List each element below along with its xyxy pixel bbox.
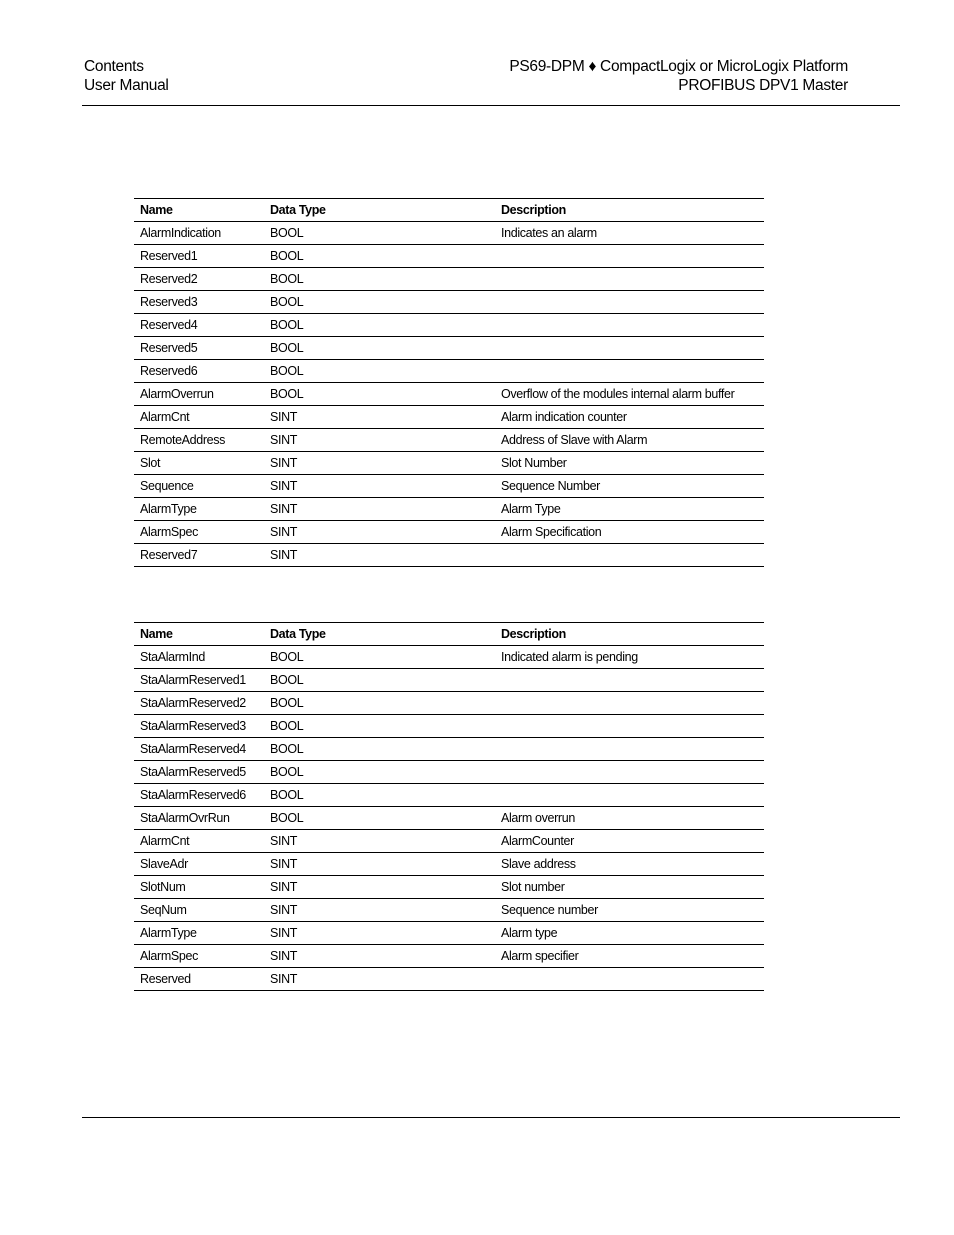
column-header-data-type: Data Type [264,199,495,222]
cell-data-type: BOOL [264,807,495,830]
cell-name: Reserved2 [134,268,264,291]
cell-description: AlarmCounter [495,830,764,853]
cell-name: AlarmSpec [134,521,264,544]
cell-name: SeqNum [134,899,264,922]
cell-data-type: SINT [264,498,495,521]
cell-description [495,268,764,291]
header-left [84,57,169,95]
cell-description: Sequence Number [495,475,764,498]
cell-description: Alarm overrun [495,807,764,830]
column-header-description: Description [495,623,764,646]
cell-description: Alarm indication counter [495,406,764,429]
table-row [134,876,764,899]
cell-name: StaAlarmReserved5 [134,761,264,784]
table-row [134,692,764,715]
table-row [134,830,764,853]
table-row [134,475,764,498]
table-row [134,268,764,291]
cell-name: Reserved4 [134,314,264,337]
cell-name: Reserved [134,968,264,991]
cell-description: Overflow of the modules internal alarm buffer [495,383,764,406]
table-row [134,498,764,521]
cell-name: AlarmCnt [134,830,264,853]
cell-name: Sequence [134,475,264,498]
cell-data-type: BOOL [264,245,495,268]
cell-name: StaAlarmReserved1 [134,669,264,692]
table-row [134,715,764,738]
cell-name: Reserved7 [134,544,264,567]
table-row [134,429,764,452]
table-row [134,383,764,406]
header-document-type: User Manual [84,77,169,94]
table-row [134,337,764,360]
cell-description: Slot Number [495,452,764,475]
cell-description [495,245,764,268]
cell-name: AlarmType [134,922,264,945]
cell-data-type: SINT [264,521,495,544]
cell-name: AlarmOverrun [134,383,264,406]
table-row [134,291,764,314]
alarm-data-table [134,198,764,567]
cell-data-type: BOOL [264,314,495,337]
table-row [134,360,764,383]
table-row [134,945,764,968]
header-divider [82,105,900,106]
cell-description: Alarm Specification [495,521,764,544]
table-row [134,761,764,784]
column-header-description: Description [495,199,764,222]
cell-name: Reserved6 [134,360,264,383]
cell-name: Reserved1 [134,245,264,268]
cell-name: AlarmType [134,498,264,521]
cell-data-type: SINT [264,830,495,853]
cell-data-type: SINT [264,968,495,991]
cell-description: Indicated alarm is pending [495,646,764,669]
table-row [134,784,764,807]
cell-description [495,337,764,360]
cell-name: StaAlarmReserved4 [134,738,264,761]
cell-name: AlarmIndication [134,222,264,245]
table-row [134,669,764,692]
cell-description [495,784,764,807]
cell-description: Sequence number [495,899,764,922]
cell-name: Reserved3 [134,291,264,314]
cell-description [495,968,764,991]
header-right [509,57,848,95]
cell-description [495,669,764,692]
table-row [134,314,764,337]
table-row [134,245,764,268]
cell-name: AlarmSpec [134,945,264,968]
cell-data-type: SINT [264,876,495,899]
cell-description: Indicates an alarm [495,222,764,245]
cell-data-type: SINT [264,899,495,922]
cell-description [495,360,764,383]
cell-description: Address of Slave with Alarm [495,429,764,452]
cell-data-type: BOOL [264,692,495,715]
cell-description: Slave address [495,853,764,876]
cell-description [495,544,764,567]
footer-divider [82,1117,900,1118]
table-row [134,968,764,991]
cell-name: Reserved5 [134,337,264,360]
cell-name: StaAlarmReserved6 [134,784,264,807]
cell-data-type: SINT [264,945,495,968]
cell-data-type: BOOL [264,738,495,761]
table-row [134,406,764,429]
table-row [134,646,764,669]
table-row [134,899,764,922]
cell-name: Slot [134,452,264,475]
cell-name: RemoteAddress [134,429,264,452]
cell-data-type: BOOL [264,222,495,245]
cell-description [495,738,764,761]
cell-description: Alarm type [495,922,764,945]
cell-data-type: SINT [264,452,495,475]
cell-name: StaAlarmOvrRun [134,807,264,830]
table-row [134,807,764,830]
cell-name: StaAlarmReserved3 [134,715,264,738]
cell-data-type: BOOL [264,761,495,784]
table-header-row [134,623,764,646]
header-product-subtitle: PROFIBUS DPV1 Master [678,77,848,94]
cell-name: StaAlarmInd [134,646,264,669]
cell-data-type: BOOL [264,715,495,738]
cell-data-type: BOOL [264,669,495,692]
cell-description [495,291,764,314]
cell-data-type: BOOL [264,360,495,383]
table-row [134,922,764,945]
cell-description: Alarm specifier [495,945,764,968]
header-product-title: PS69-DPM ♦ CompactLogix or MicroLogix Platform [509,58,848,75]
cell-description: Alarm Type [495,498,764,521]
table-row [134,544,764,567]
table-header-row [134,199,764,222]
cell-description [495,314,764,337]
cell-data-type: SINT [264,406,495,429]
cell-description: Slot number [495,876,764,899]
cell-data-type: SINT [264,544,495,567]
column-header-name: Name [134,623,264,646]
cell-description [495,761,764,784]
page-header [84,57,848,97]
cell-data-type: SINT [264,922,495,945]
table-row [134,738,764,761]
cell-data-type: BOOL [264,383,495,406]
cell-data-type: SINT [264,429,495,452]
table-row [134,521,764,544]
cell-data-type: BOOL [264,291,495,314]
cell-data-type: BOOL [264,268,495,291]
column-header-data-type: Data Type [264,623,495,646]
cell-name: SlotNum [134,876,264,899]
table-row [134,853,764,876]
table-row [134,452,764,475]
table-row [134,222,764,245]
cell-data-type: SINT [264,475,495,498]
cell-name: AlarmCnt [134,406,264,429]
header-section-title: Contents [84,58,144,75]
column-header-name: Name [134,199,264,222]
cell-data-type: BOOL [264,784,495,807]
station-alarm-data-table [134,622,764,991]
cell-description [495,715,764,738]
cell-data-type: BOOL [264,337,495,360]
cell-data-type: BOOL [264,646,495,669]
cell-data-type: SINT [264,853,495,876]
cell-name: StaAlarmReserved2 [134,692,264,715]
cell-description [495,692,764,715]
cell-name: SlaveAdr [134,853,264,876]
